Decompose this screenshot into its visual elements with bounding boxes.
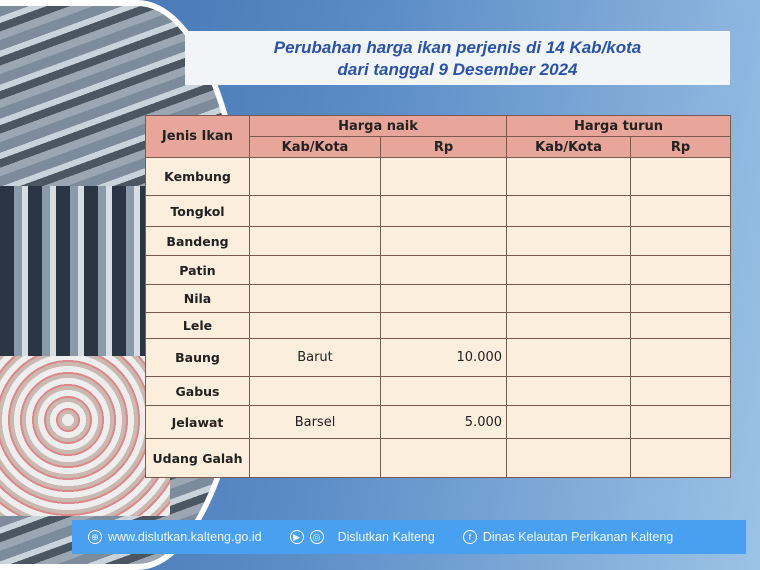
table-row — [146, 406, 731, 439]
fish-name: Nila — [146, 285, 250, 313]
turun-kab-kota — [507, 256, 631, 285]
header-rp: Rp — [381, 137, 507, 158]
naik-rp — [381, 377, 507, 406]
fish-name: Bandeng — [146, 227, 250, 256]
fish-name: Udang Galah — [146, 439, 250, 478]
naik-rp — [381, 439, 507, 478]
turun-rp — [631, 377, 731, 406]
naik-rp: 10.000 — [381, 339, 507, 377]
turun-kab-kota — [507, 313, 631, 339]
header-rp: Rp — [631, 137, 731, 158]
social-handle[interactable]: Dislutkan Kalteng — [337, 530, 435, 544]
turun-kab-kota — [507, 285, 631, 313]
globe-icon: ⊕ — [88, 530, 102, 544]
turun-kab-kota — [507, 439, 631, 478]
turun-rp — [631, 227, 731, 256]
header-kab-kota: Kab/Kota — [250, 137, 381, 158]
header-jenis-ikan: Jenis Ikan — [146, 116, 250, 158]
table-row — [146, 285, 731, 313]
fish-name: Kembung — [146, 158, 250, 196]
fish-name: Lele — [146, 313, 250, 339]
footer-bar — [72, 520, 746, 554]
naik-kab-kota: Barsel — [250, 406, 381, 439]
naik-kab-kota — [250, 285, 381, 313]
facebook-icon: f — [463, 530, 477, 544]
turun-rp — [631, 196, 731, 227]
turun-kab-kota — [507, 339, 631, 377]
header-harga-naik: Harga naik — [250, 116, 507, 137]
table-row — [146, 196, 731, 227]
turun-rp — [631, 285, 731, 313]
facebook-page[interactable]: Dinas Kelautan Perikanan Kalteng — [482, 530, 674, 544]
naik-kab-kota — [250, 439, 381, 478]
title-line-1: Perubahan harga ikan perjenis di 14 Kab/kota — [273, 38, 642, 57]
table-row — [146, 256, 731, 285]
fish-name: Baung — [146, 339, 250, 377]
naik-kab-kota — [250, 256, 381, 285]
naik-rp — [381, 313, 507, 339]
title-line-2: dari tanggal 9 Desember 2024 — [337, 60, 578, 79]
table-row — [146, 313, 731, 339]
naik-rp — [381, 196, 507, 227]
youtube-icon: ▶ — [290, 530, 304, 544]
table-row — [146, 339, 731, 377]
page-title — [185, 31, 730, 85]
turun-rp — [631, 256, 731, 285]
fish-name: Tongkol — [146, 196, 250, 227]
turun-rp — [631, 313, 731, 339]
naik-kab-kota — [250, 227, 381, 256]
naik-kab-kota — [250, 313, 381, 339]
naik-rp — [381, 285, 507, 313]
turun-kab-kota — [507, 406, 631, 439]
fish-name: Jelawat — [146, 406, 250, 439]
table-row — [146, 377, 731, 406]
turun-kab-kota — [507, 196, 631, 227]
turun-rp — [631, 406, 731, 439]
website-link[interactable]: www.dislutkan.kalteng.go.id — [108, 530, 262, 544]
fish-name: Gabus — [146, 377, 250, 406]
naik-kab-kota: Barut — [250, 339, 381, 377]
turun-kab-kota — [507, 158, 631, 196]
instagram-icon: ◎ — [310, 530, 324, 544]
table-row — [146, 227, 731, 256]
naik-kab-kota — [250, 196, 381, 227]
naik-rp — [381, 158, 507, 196]
turun-rp — [631, 158, 731, 196]
table-row — [146, 439, 731, 478]
header-kab-kota: Kab/Kota — [507, 137, 631, 158]
turun-rp — [631, 339, 731, 377]
turun-rp — [631, 439, 731, 478]
naik-kab-kota — [250, 158, 381, 196]
naik-kab-kota — [250, 377, 381, 406]
header-harga-turun: Harga turun — [507, 116, 731, 137]
fish-name: Patin — [146, 256, 250, 285]
naik-rp: 5.000 — [381, 406, 507, 439]
naik-rp — [381, 256, 507, 285]
naik-rp — [381, 227, 507, 256]
table-row — [146, 158, 731, 196]
price-change-table — [145, 115, 731, 478]
turun-kab-kota — [507, 377, 631, 406]
turun-kab-kota — [507, 227, 631, 256]
